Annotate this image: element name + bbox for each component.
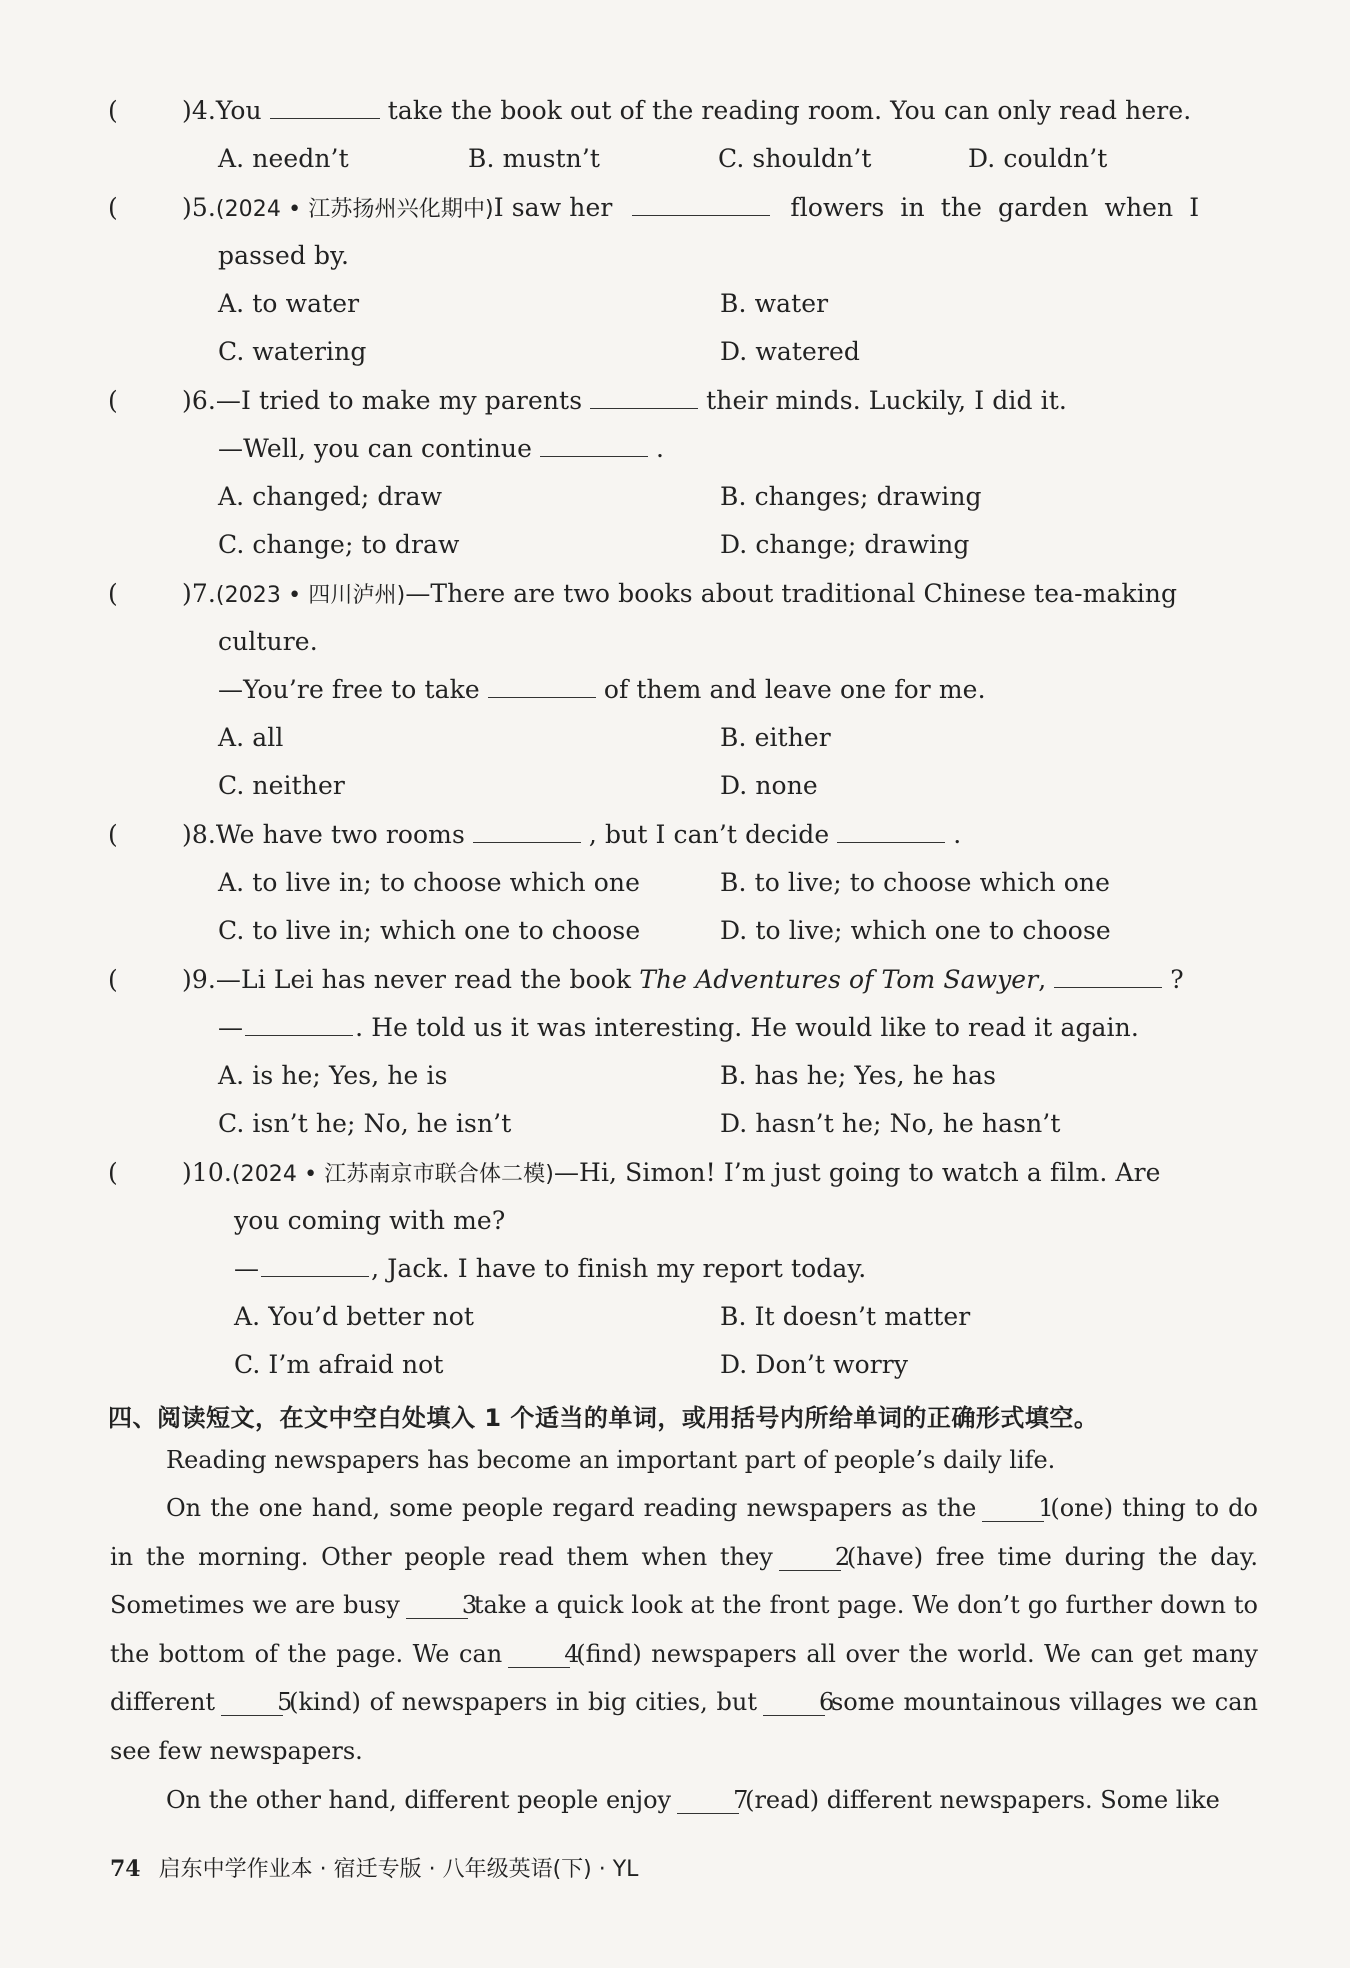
passage-paragraph-2: On the one hand, some people regard reading newspapers as the 1(one) thing to do in the morning. Other people read them when they 2(have) free time during the day. Sometimes we are busy 3take a quick look at the front page. We don’t go further down to the bottom of the page. We can 4(find) newspapers all over the world. We can get many different 5(kind) of newspapers in big cities, but 6some mountainous villages we can see few newspapers. <box>110 1494 1259 1765</box>
question-stem: )6.—I tried to make my parents their minds. Luckily, I did it. <box>182 386 1067 415</box>
passage-blank-3: 3 <box>406 1592 468 1619</box>
question-stem: )9.—Li Lei has never read the book The Adventures of Tom Sawyer, ? <box>182 965 1184 994</box>
option-c: C. watering <box>218 337 367 366</box>
question-line-2: —You’re free to take of them and leave one for me. <box>218 675 986 704</box>
question-stem: )4.You take the book out of the reading room. You can only read here. <box>182 96 1192 125</box>
option-d: D. change; drawing <box>720 530 970 559</box>
passage-paragraph-3: On the other hand, different people enjoy 7(read) different newspapers. Some like <box>166 1786 1220 1814</box>
answer-blank <box>245 1013 353 1036</box>
question-stem: )10.(2024 • 江苏南京市联合体二模)—Hi, Simon! I’m just going to watch a film. Are <box>182 1158 1161 1187</box>
option-d: D. Don’t worry <box>720 1350 909 1379</box>
passage-blank-2: 2 <box>779 1544 841 1571</box>
book-title-footer: 启东中学作业本 · 宿迁专版 · 八年级英语(下) · YL <box>158 1857 639 1882</box>
answer-blank <box>473 820 581 843</box>
option-b: B. water <box>720 289 829 318</box>
page-number: 74 <box>110 1856 141 1882</box>
question-stem: )7.(2023 • 四川泸州)—There are two books about traditional Chinese tea-making <box>182 579 1178 608</box>
option-a: A. to water <box>218 289 360 318</box>
answer-paren: ( <box>108 965 118 994</box>
option-d: D. none <box>720 771 818 800</box>
passage-blank-1: 1 <box>982 1495 1044 1522</box>
option-b: B. It doesn’t matter <box>720 1302 971 1331</box>
question-stem: )8.We have two rooms , but I can’t decide . <box>182 820 962 849</box>
answer-blank <box>1054 965 1162 988</box>
option-b: B. mustn’t <box>468 144 601 173</box>
answer-blank <box>632 193 770 216</box>
option-a: A. to live in; to choose which one <box>218 868 641 897</box>
option-a: A. You’d better not <box>234 1302 475 1331</box>
option-c: C. shouldn’t <box>718 144 872 173</box>
answer-blank <box>590 386 698 409</box>
option-b: B. changes; drawing <box>720 482 982 511</box>
option-a: A. needn’t <box>218 144 349 173</box>
option-c: C. neither <box>218 771 345 800</box>
question-source: (2024 • 江苏扬州兴化期中) <box>215 197 494 222</box>
answer-paren: ( <box>108 386 118 415</box>
section-heading: 四、阅读短文，在文中空白处填入 1 个适当的单词，或用括号内所给单词的正确形式填空。 <box>108 1404 1099 1432</box>
option-c: C. isn’t he; No, he isn’t <box>218 1109 512 1138</box>
question-continuation: culture. <box>218 627 318 656</box>
option-a: A. changed; draw <box>218 482 443 511</box>
question-source: (2023 • 四川泸州) <box>215 583 406 608</box>
option-d: D. hasn’t he; No, he hasn’t <box>720 1109 1061 1138</box>
answer-paren: ( <box>108 96 118 125</box>
answer-blank <box>270 96 380 119</box>
option-c: C. change; to draw <box>218 530 460 559</box>
answer-blank <box>540 434 648 457</box>
passage-paragraph-1: Reading newspapers has become an important part of people’s daily life. <box>166 1446 1056 1474</box>
option-a: A. all <box>218 723 284 752</box>
question-continuation: you coming with me? <box>234 1206 506 1235</box>
passage-blank-6: 6 <box>763 1689 825 1716</box>
question-continuation: passed by. <box>218 241 350 270</box>
option-b: B. to live; to choose which one <box>720 868 1111 897</box>
option-c: C. to live in; which one to choose <box>218 916 641 945</box>
option-c: C. I’m afraid not <box>234 1350 444 1379</box>
option-a: A. is he; Yes, he is <box>218 1061 448 1090</box>
question-line-2: — . He told us it was interesting. He would like to read it again. <box>218 1013 1139 1042</box>
answer-paren: ( <box>108 193 118 222</box>
option-d: D. watered <box>720 337 860 366</box>
option-d: D. to live; which one to choose <box>720 916 1111 945</box>
answer-paren: ( <box>108 1158 118 1187</box>
answer-paren: ( <box>108 820 118 849</box>
question-line-2: — , Jack. I have to finish my report today. <box>234 1254 867 1283</box>
question-line-2: —Well, you can continue . <box>218 434 665 463</box>
option-b: B. has he; Yes, he has <box>720 1061 997 1090</box>
question-stem: )5.(2024 • 江苏扬州兴化期中)I saw her flowers in the garden when I <box>182 193 1200 222</box>
question-source: (2024 • 江苏南京市联合体二模) <box>231 1162 554 1187</box>
answer-blank <box>488 675 596 698</box>
option-d: D. couldn’t <box>968 144 1108 173</box>
answer-blank <box>261 1254 369 1277</box>
book-title: The Adventures of Tom Sawyer <box>639 965 1039 994</box>
passage-blank-7: 7 <box>677 1787 739 1814</box>
passage-blank-4: 4 <box>508 1641 570 1668</box>
passage-blank-5: 5 <box>221 1689 283 1716</box>
answer-blank <box>837 820 945 843</box>
page-footer <box>110 1852 638 1883</box>
option-b: B. either <box>720 723 831 752</box>
answer-paren: ( <box>108 579 118 608</box>
